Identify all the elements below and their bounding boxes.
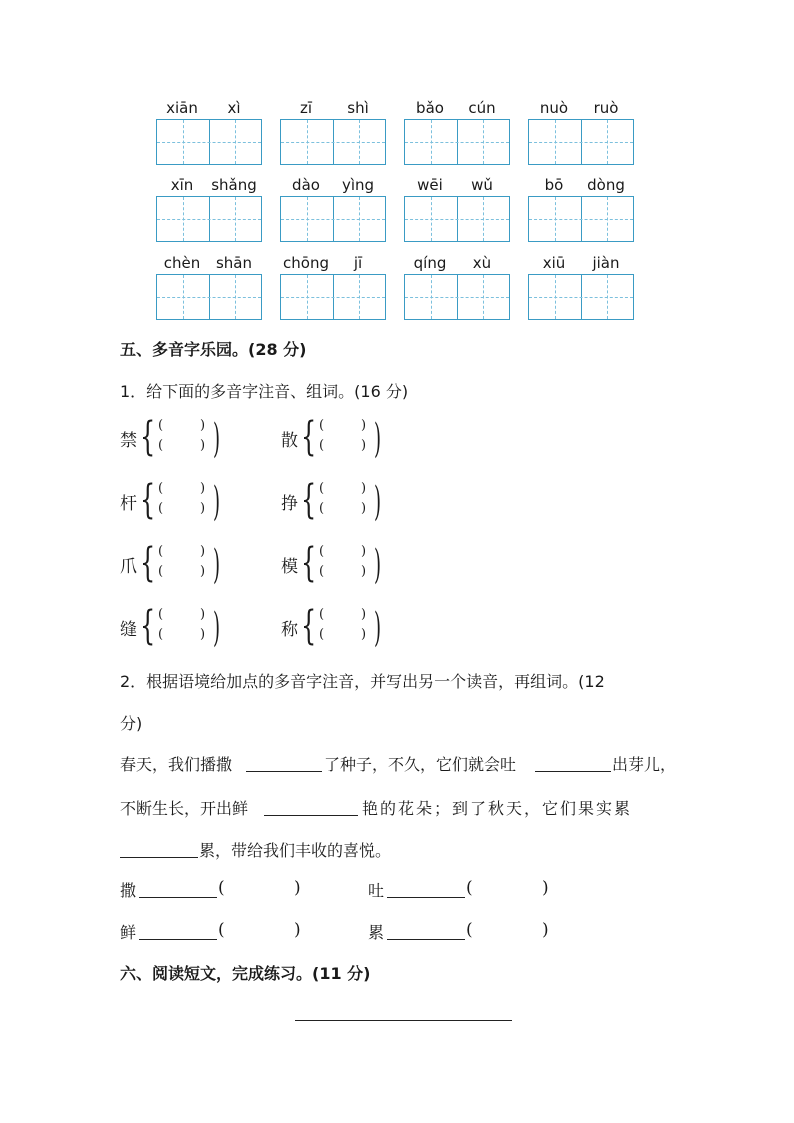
pinyin-label: shì xyxy=(347,99,369,117)
right-paren: ) xyxy=(374,416,382,462)
pinyin-label: shān xyxy=(215,254,253,272)
paren-open: ( xyxy=(158,438,164,453)
polyphone-group xyxy=(120,414,240,464)
section5-title: 五、多音字乐园。(28 分) xyxy=(120,340,307,359)
fill-char: 累 xyxy=(368,923,385,942)
paren-open: ( xyxy=(319,418,325,433)
blank-sa[interactable] xyxy=(246,771,322,772)
paren-open: ( xyxy=(218,920,225,940)
paren-close[interactable]: ) xyxy=(361,438,367,453)
tianzige-box[interactable] xyxy=(156,119,262,165)
passage-line3: 累，带给我们丰收的喜悦。 xyxy=(199,841,392,860)
right-paren: ) xyxy=(213,542,221,588)
tianzige-box[interactable] xyxy=(156,274,262,320)
paren-close[interactable]: ) xyxy=(200,564,206,579)
paren-open: ( xyxy=(319,438,325,453)
pinyin-label: bǎo xyxy=(416,99,444,117)
pinyin-label: yìng xyxy=(341,176,375,194)
pinyin-label: shǎng xyxy=(211,176,257,194)
paren-close[interactable]: ) xyxy=(200,607,206,622)
polyphone-group xyxy=(120,540,240,590)
paren-close[interactable]: ) xyxy=(200,627,206,642)
paren-close[interactable]: ) xyxy=(361,544,367,559)
paren-close[interactable]: ) xyxy=(361,418,367,433)
polyphone-group xyxy=(120,603,240,653)
paren-open: ( xyxy=(319,544,325,559)
paren-close[interactable]: ) xyxy=(361,564,367,579)
polyphone-char: 散 xyxy=(281,431,298,451)
passage-line1-b: 了种子，不久，它们就会吐 xyxy=(324,755,517,774)
pinyin-label: dào xyxy=(292,176,320,194)
right-paren: ) xyxy=(374,479,382,525)
passage-line1-a: 春天，我们播撒 xyxy=(120,755,233,774)
paren-open: ( xyxy=(158,501,164,516)
section6-title: 六、阅读短文，完成练习。(11 分) xyxy=(120,964,371,983)
pinyin-label: xù xyxy=(472,254,492,272)
q2-prompt-line2: 分) xyxy=(120,714,143,733)
pinyin-label: cún xyxy=(468,99,496,117)
tianzige-box[interactable] xyxy=(528,196,634,242)
polyphone-char: 挣 xyxy=(281,494,298,514)
tianzige-box[interactable] xyxy=(280,119,386,165)
paren-close[interactable]: ) xyxy=(200,501,206,516)
left-brace: { xyxy=(140,603,156,649)
paren-close[interactable]: ) xyxy=(200,418,206,433)
paren-open: ( xyxy=(319,607,325,622)
paren-close[interactable]: ) xyxy=(542,920,549,940)
tianzige-box[interactable] xyxy=(404,196,510,242)
passage-line2-b: 艳的花朵；到了秋天，它们果实累 xyxy=(362,799,633,818)
right-paren: ) xyxy=(213,479,221,525)
paren-close[interactable]: ) xyxy=(361,501,367,516)
polyphone-char: 爪 xyxy=(120,557,137,577)
pinyin-label: chèn xyxy=(163,254,201,272)
paren-open: ( xyxy=(319,501,325,516)
pinyin-label: ruò xyxy=(593,99,619,117)
tianzige-box[interactable] xyxy=(156,196,262,242)
polyphone-group xyxy=(120,477,240,527)
pinyin-label: xīn xyxy=(170,176,194,194)
polyphone-group xyxy=(281,477,401,527)
polyphone-char: 禁 xyxy=(120,431,137,451)
pinyin-label: bō xyxy=(544,176,564,194)
passage-line1-c: 出芽儿， xyxy=(612,755,677,774)
paren-open: ( xyxy=(158,481,164,496)
passage-line2-a: 不断生长，开出鲜 xyxy=(120,799,249,818)
pinyin-label: xiū xyxy=(542,254,566,272)
paren-close[interactable]: ) xyxy=(200,438,206,453)
paren-close[interactable]: ) xyxy=(294,878,301,898)
paren-open: ( xyxy=(466,920,473,940)
paren-open: ( xyxy=(158,544,164,559)
fill-blank[interactable] xyxy=(387,897,465,898)
fill-item xyxy=(368,920,568,946)
right-paren: ) xyxy=(374,542,382,588)
blank-tu[interactable] xyxy=(535,771,611,772)
paren-open: ( xyxy=(319,627,325,642)
tianzige-box[interactable] xyxy=(280,274,386,320)
blank-lei[interactable] xyxy=(120,857,198,858)
paren-open: ( xyxy=(158,627,164,642)
paren-close[interactable]: ) xyxy=(542,878,549,898)
paren-open: ( xyxy=(319,564,325,579)
fill-blank[interactable] xyxy=(139,939,217,940)
pinyin-label: wǔ xyxy=(471,176,493,194)
paren-close[interactable]: ) xyxy=(361,607,367,622)
paren-close[interactable]: ) xyxy=(361,481,367,496)
q2-prompt-line1: 2．根据语境给加点的多音字注音，并写出另一个读音，再组词。(12 xyxy=(120,672,605,691)
paren-open: ( xyxy=(158,418,164,433)
pinyin-label: wēi xyxy=(417,176,443,194)
paren-close[interactable]: ) xyxy=(200,481,206,496)
fill-blank[interactable] xyxy=(139,897,217,898)
tianzige-box[interactable] xyxy=(404,119,510,165)
polyphone-char: 称 xyxy=(281,620,298,640)
paren-close[interactable]: ) xyxy=(361,627,367,642)
polyphone-group xyxy=(281,414,401,464)
left-brace: { xyxy=(140,540,156,586)
pinyin-label: jī xyxy=(353,254,363,272)
fill-item xyxy=(120,878,320,904)
left-brace: { xyxy=(301,414,317,460)
pinyin-label: xì xyxy=(227,99,241,117)
left-brace: { xyxy=(140,477,156,523)
polyphone-group xyxy=(281,603,401,653)
left-brace: { xyxy=(301,540,317,586)
title-blank[interactable] xyxy=(295,1020,512,1021)
left-brace: { xyxy=(301,603,317,649)
polyphone-char: 杆 xyxy=(120,494,137,514)
pinyin-label: zī xyxy=(299,99,313,117)
fill-char: 吐 xyxy=(368,881,385,900)
pinyin-label: qíng xyxy=(413,254,447,272)
paren-open: ( xyxy=(466,878,473,898)
paren-open: ( xyxy=(158,607,164,622)
pinyin-label: chōng xyxy=(283,254,329,272)
left-brace: { xyxy=(301,477,317,523)
fill-char: 鲜 xyxy=(120,923,137,942)
paren-open: ( xyxy=(319,481,325,496)
pinyin-label: dòng xyxy=(587,176,625,194)
polyphone-group xyxy=(281,540,401,590)
fill-item xyxy=(368,878,568,904)
fill-item xyxy=(120,920,320,946)
fill-blank[interactable] xyxy=(387,939,465,940)
paren-open: ( xyxy=(218,878,225,898)
tianzige-box[interactable] xyxy=(404,274,510,320)
blank-xian[interactable] xyxy=(264,815,358,816)
pinyin-label: nuò xyxy=(539,99,569,117)
left-brace: { xyxy=(140,414,156,460)
pinyin-label: xiān xyxy=(166,99,198,117)
tianzige-box[interactable] xyxy=(280,196,386,242)
fill-char: 撒 xyxy=(120,881,137,900)
paren-open: ( xyxy=(158,564,164,579)
polyphone-char: 缝 xyxy=(120,620,137,640)
right-paren: ) xyxy=(213,605,221,651)
pinyin-label: jiàn xyxy=(592,254,620,272)
paren-close[interactable]: ) xyxy=(294,920,301,940)
paren-close[interactable]: ) xyxy=(200,544,206,559)
tianzige-box[interactable] xyxy=(528,119,634,165)
polyphone-char: 模 xyxy=(281,557,298,577)
tianzige-box[interactable] xyxy=(528,274,634,320)
right-paren: ) xyxy=(374,605,382,651)
right-paren: ) xyxy=(213,416,221,462)
q1-prompt: 1．给下面的多音字注音、组词。(16 分) xyxy=(120,382,409,401)
